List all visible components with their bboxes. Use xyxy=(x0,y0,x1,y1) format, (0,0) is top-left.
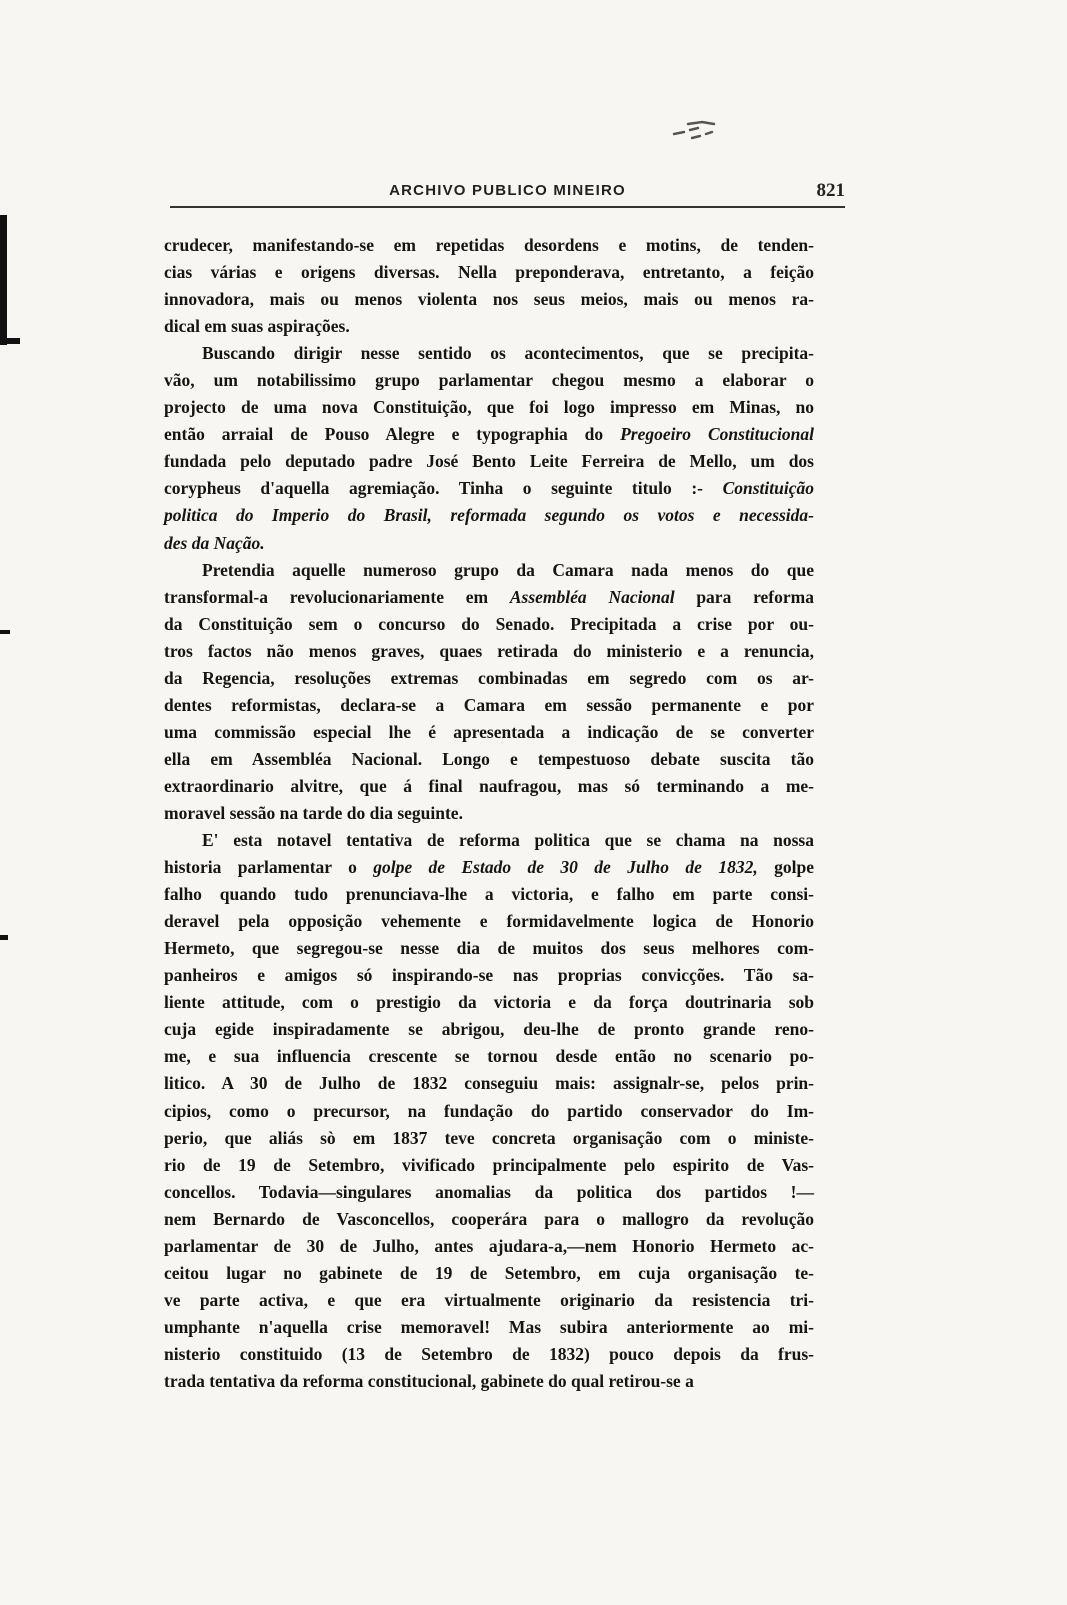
line-text: crudecer, manifestando-se em repetidas desordens e motins, de tenden- xyxy=(164,235,814,255)
margin-mark-lower xyxy=(0,935,8,940)
line-text: Buscando dirigir nesse sentido os acontecimentos, que se precipita- xyxy=(202,343,814,364)
italic-text: Pregoeiro Constitucional xyxy=(620,424,814,445)
line-text: falho quando tudo prenunciava-lhe a victoria, e falho em parte consi- xyxy=(164,884,814,905)
line-text: panheiros e amigos só inspirando-se nas proprias convicções. Tão sa- xyxy=(164,965,814,986)
text-line xyxy=(164,1070,814,1097)
text-line xyxy=(164,1233,814,1260)
line-text: innovadora, mais ou menos violenta nos seus meios, mais ou menos ra- xyxy=(164,289,814,310)
text-line xyxy=(164,421,814,448)
text-line xyxy=(164,530,814,557)
line-text: moravel sessão na tarde do dia seguinte. xyxy=(164,802,463,823)
text-line xyxy=(164,773,814,800)
line-text: rio de 19 de Setembro, vivificado principalmente pelo espirito de Vas- xyxy=(164,1154,814,1175)
text-line xyxy=(164,854,814,881)
text-line xyxy=(164,1287,814,1314)
line-text: transformal-a revolucionariamente em xyxy=(164,586,510,607)
text-line xyxy=(164,611,814,638)
italic-text: Constituição xyxy=(722,478,814,499)
line-text: golpe xyxy=(757,857,814,878)
text-line xyxy=(164,1125,814,1152)
text-line xyxy=(164,1368,814,1395)
line-text: perio, que aliás sò em 1837 teve concreta organisação com o ministe- xyxy=(164,1127,814,1148)
text-line xyxy=(164,665,814,692)
line-text: fundada pelo deputado padre José Bento Leite Ferreira de Mello, um dos xyxy=(164,451,814,472)
line-text: nem Bernardo de Vasconcellos, cooperára para o mallogro da revolução xyxy=(164,1208,814,1229)
text-line xyxy=(164,367,814,394)
text-line xyxy=(164,935,814,962)
line-text: dical em suas aspirações. xyxy=(164,316,350,337)
text-line xyxy=(164,638,814,665)
text-line xyxy=(164,1016,814,1043)
text-line xyxy=(164,989,814,1016)
line-text: dentes reformistas, declara-se a Camara em sessão permanente e por xyxy=(164,694,814,715)
text-line xyxy=(164,286,814,313)
italic-text: politica do Imperio do Brasil, reformada segundo os votos e necessida- xyxy=(164,505,814,526)
text-line xyxy=(164,340,814,367)
page-number: 821 xyxy=(816,180,845,201)
text-line xyxy=(164,232,814,259)
text-line xyxy=(164,1179,814,1206)
line-text: para reforma xyxy=(674,586,814,607)
running-header-title: ARCHIVO PUBLICO MINEIRO xyxy=(389,182,626,199)
ink-smudge-mark xyxy=(668,112,728,146)
line-text: E' esta notavel tentativa de reforma politica que se chama na nossa xyxy=(202,830,814,851)
text-line xyxy=(164,1098,814,1125)
text-line xyxy=(164,692,814,719)
line-text: cipios, como o precursor, na fundação do partido conservador do Im- xyxy=(164,1100,814,1121)
line-text: concellos. Todavia—singulares anomalias da politica dos partidos !— xyxy=(164,1181,814,1202)
text-line xyxy=(164,800,814,827)
text-line xyxy=(164,1206,814,1233)
text-line xyxy=(164,475,814,502)
line-text: ceitou lugar no gabinete de 19 de Setembro, em cuja organisação te- xyxy=(164,1262,814,1283)
line-text: umphante n'aquella crise memoravel! Mas subira anteriormente ao mi- xyxy=(164,1316,814,1337)
text-line xyxy=(164,557,814,584)
italic-text: Assembléa Nacional xyxy=(509,586,675,607)
line-text: litico. A 30 de Julho de 1832 conseguiu mais: assignalr-se, pelos prin- xyxy=(164,1073,814,1094)
line-text: extraordinario alvitre, que á final naufragou, mas só terminando a me- xyxy=(164,775,814,796)
text-line xyxy=(164,1152,814,1179)
line-text: parlamentar de 30 de Julho, antes ajudara-a,—nem Honorio Hermeto ac- xyxy=(164,1235,814,1256)
text-line xyxy=(164,719,814,746)
margin-mark-tick xyxy=(0,338,20,344)
text-line xyxy=(164,1260,814,1287)
text-line xyxy=(164,881,814,908)
line-text: uma commissão especial lhe é apresentada a indicação de se converter xyxy=(164,721,814,742)
line-text: da Constituição sem o concurso do Senado. Precipitada a crise por ou- xyxy=(164,613,814,634)
line-text: então arraial de Pouso Alegre e typographia do xyxy=(164,424,621,445)
margin-mark-top xyxy=(0,215,7,345)
text-line xyxy=(164,746,814,773)
line-text: Pretendia aquelle numeroso grupo da Camara nada menos do que xyxy=(202,559,814,580)
line-text: cias várias e origens diversas. Nella preponderava, entretanto, a feição xyxy=(164,262,814,283)
header-rule xyxy=(170,206,845,208)
italic-text: golpe de Estado de 30 de Julho de 1832, xyxy=(373,857,758,878)
line-text: cuja egide inspiradamente se abrigou, deu-lhe de pronto grande reno- xyxy=(164,1019,814,1040)
line-text: me, e sua influencia crescente se tornou desde então no scenario po- xyxy=(164,1046,814,1067)
text-line xyxy=(164,448,814,475)
line-text: trada tentativa da reforma constitucional, gabinete do qual retirou-se a xyxy=(164,1370,694,1391)
line-text: ella em Assembléa Nacional. Longo e tempestuoso debate suscita tão xyxy=(164,748,814,769)
text-line xyxy=(164,1043,814,1070)
text-line xyxy=(164,584,814,611)
line-text: da Regencia, resoluções extremas combinadas em segredo com os ar- xyxy=(164,667,814,688)
line-text: nisterio constituido (13 de Setembro de 1832) pouco depois da frus- xyxy=(164,1343,814,1364)
italic-text: des da Nação. xyxy=(164,532,265,553)
line-text: Hermeto, que segregou-se nesse dia de muitos dos seus melhores com- xyxy=(164,938,814,959)
line-text: historia parlamentar o xyxy=(164,857,374,878)
body-text xyxy=(164,232,814,1395)
margin-mark-middle xyxy=(0,630,10,634)
text-line xyxy=(164,827,814,854)
line-text: corypheus d'aquella agremiação. Tinha o seguinte titulo :- xyxy=(164,478,723,499)
text-line xyxy=(164,908,814,935)
line-text: deravel pela opposição vehemente e formidavelmente logica de Honorio xyxy=(164,911,814,932)
text-line xyxy=(164,1314,814,1341)
text-line xyxy=(164,394,814,421)
line-text: tros factos não menos graves, quaes retirada do ministerio e a renuncia, xyxy=(164,640,814,661)
running-header xyxy=(170,176,845,210)
line-text: projecto de uma nova Constituição, que foi logo impresso em Minas, no xyxy=(164,397,814,418)
text-line xyxy=(164,962,814,989)
line-text: liente attitude, com o prestigio da victoria e da força doutrinaria sob xyxy=(164,992,814,1013)
line-text: vão, um notabilissimo grupo parlamentar chegou mesmo a elaborar o xyxy=(164,370,814,391)
text-line xyxy=(164,1341,814,1368)
text-line xyxy=(164,259,814,286)
line-text: ve parte activa, e que era virtualmente originario da resistencia tri- xyxy=(164,1289,814,1310)
text-line xyxy=(164,502,814,529)
text-line xyxy=(164,313,814,340)
